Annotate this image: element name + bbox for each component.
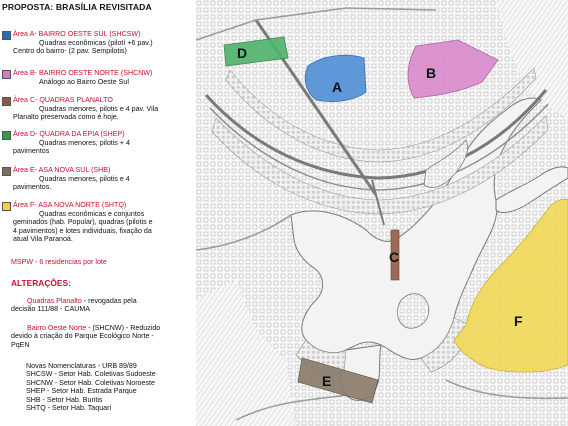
map-panel[interactable] — [196, 0, 568, 426]
nomenclatura-item: SHB - Setor Hab. Buritis — [26, 395, 103, 404]
mspw-note: MSPW - 6 residencias por lote — [11, 258, 107, 266]
urban-map[interactable] — [196, 0, 568, 426]
legend-head-area-a: Área A- BAIRRO OESTE SUL (SHCSW) — [13, 30, 141, 38]
legend-item-area-e — [2, 166, 198, 196]
alteracao-1-line2: decisão 111/88 - CAUMA — [11, 305, 90, 314]
legend-desc-d-line1: Quadras menores, pilotis + 4 — [39, 139, 130, 147]
legend-desc-c-line2: Planalto preservada como é hoje. — [13, 113, 119, 122]
alteracao-1-red: Quadras Planalto — [27, 297, 82, 305]
map-label-a: A — [332, 79, 343, 95]
nomenclatura-item: SHTQ - Setor Hab. Taquari — [26, 404, 112, 413]
legend-head-area-c: Área C- QUADRAS PLANALTO — [13, 96, 113, 104]
legend-desc-f-line1: Quadras econômicas e conjuntos — [39, 210, 145, 218]
legend-desc-a-line2: Centro do bairro- (2 pav. Sempilotis) — [13, 47, 127, 56]
alteracao-2-line3: PqEN — [11, 340, 30, 349]
alteracao-2-red: Bairro Oeste Norte — [27, 324, 87, 332]
legend-head-area-f: Área F- ASA NOVA NORTE (SHTQ) — [13, 201, 127, 209]
legend-desc-d-line2: pavimentos — [13, 147, 50, 156]
legend-desc-c-line1: Quadras menores, pilotis e 4 pav. Vila — [39, 105, 159, 113]
alteracao-2-rest: - (SHCNW) - Reduzido — [86, 324, 161, 332]
map-label-d: D — [237, 45, 248, 61]
swatch-area-c — [2, 97, 11, 106]
map-label-c: C — [389, 249, 400, 265]
legend-desc-area-f — [13, 210, 199, 244]
legend-item-area-d — [2, 130, 198, 160]
legend-head-area-e: Área E- ASA NOVA SUL (SHB) — [13, 166, 111, 174]
legend-item-area-c — [2, 96, 198, 126]
legend-head-area-b: Área B- BAIRRO OESTE NORTE (SHCNW) — [13, 69, 153, 77]
swatch-area-a — [2, 31, 11, 40]
legend-desc-b-line1: Análogo ao Bairro Oeste Sul — [39, 78, 129, 86]
legend-desc-e-line2: pavimentos. — [13, 183, 52, 192]
alteracao-1-rest: - revogadas pela — [81, 297, 137, 305]
legend-head-area-d: Área D- QUADRA DA EPIA (SHEP) — [13, 130, 125, 138]
swatch-area-d — [2, 131, 11, 140]
map-label-f: F — [514, 313, 523, 329]
map-label-e: E — [322, 373, 332, 389]
alteracao-bairro-oeste-norte — [11, 324, 199, 349]
legend-desc-area-e — [13, 175, 199, 192]
alteracao-2-line2: devido à criação do Parque Ecológico Norte - — [11, 332, 154, 341]
legend-title: PROPOSTA: BRASÍLIA REVISITADA — [2, 2, 152, 12]
legend-desc-f-line3: 4 pavimentos) e lotes individuais, fixação da — [13, 226, 152, 235]
alteracao-quadras-planalto — [11, 297, 199, 314]
legend-desc-area-b — [13, 78, 199, 86]
swatch-area-f — [2, 202, 11, 211]
legend-desc-e-line1: Quadras menores, pilotis e 4 — [39, 175, 130, 183]
swatch-area-e — [2, 167, 11, 176]
alteracoes-heading: ALTERAÇÕES: — [11, 278, 71, 288]
legend-desc-area-a — [13, 39, 199, 56]
nomenclaturas-list — [26, 362, 198, 412]
map-label-b: B — [426, 65, 437, 81]
legend-item-area-b — [2, 69, 198, 91]
nomenclatura-item: SHCSW - Setor Hab. Coletivas Sudoeste — [26, 370, 156, 379]
nomenclatura-item: SHEP - Setor Hab. Estrada Parque — [26, 387, 137, 396]
legend-desc-a-line1: Quadras econômicas (pilotí +6 pav.) — [39, 39, 153, 47]
nomenclatura-item: Novas Nomenclaturas - URB 89/89 — [26, 362, 137, 370]
swatch-area-b — [2, 70, 11, 79]
legend-item-area-f — [2, 201, 198, 249]
legend-item-area-a — [2, 30, 198, 60]
legend-desc-area-c — [13, 105, 199, 122]
legend-desc-f-line2: geminados (hab. Popular), quadras (pilotis e — [13, 218, 153, 227]
legend-desc-f-line4: atual Vila Paranoá. — [13, 235, 73, 244]
nomenclatura-item: SHCNW - Setor Hab. Coletivas Noroeste — [26, 378, 155, 387]
legend-desc-area-d — [13, 139, 199, 156]
legend-panel — [0, 0, 200, 426]
map-area-a[interactable] — [305, 55, 366, 101]
